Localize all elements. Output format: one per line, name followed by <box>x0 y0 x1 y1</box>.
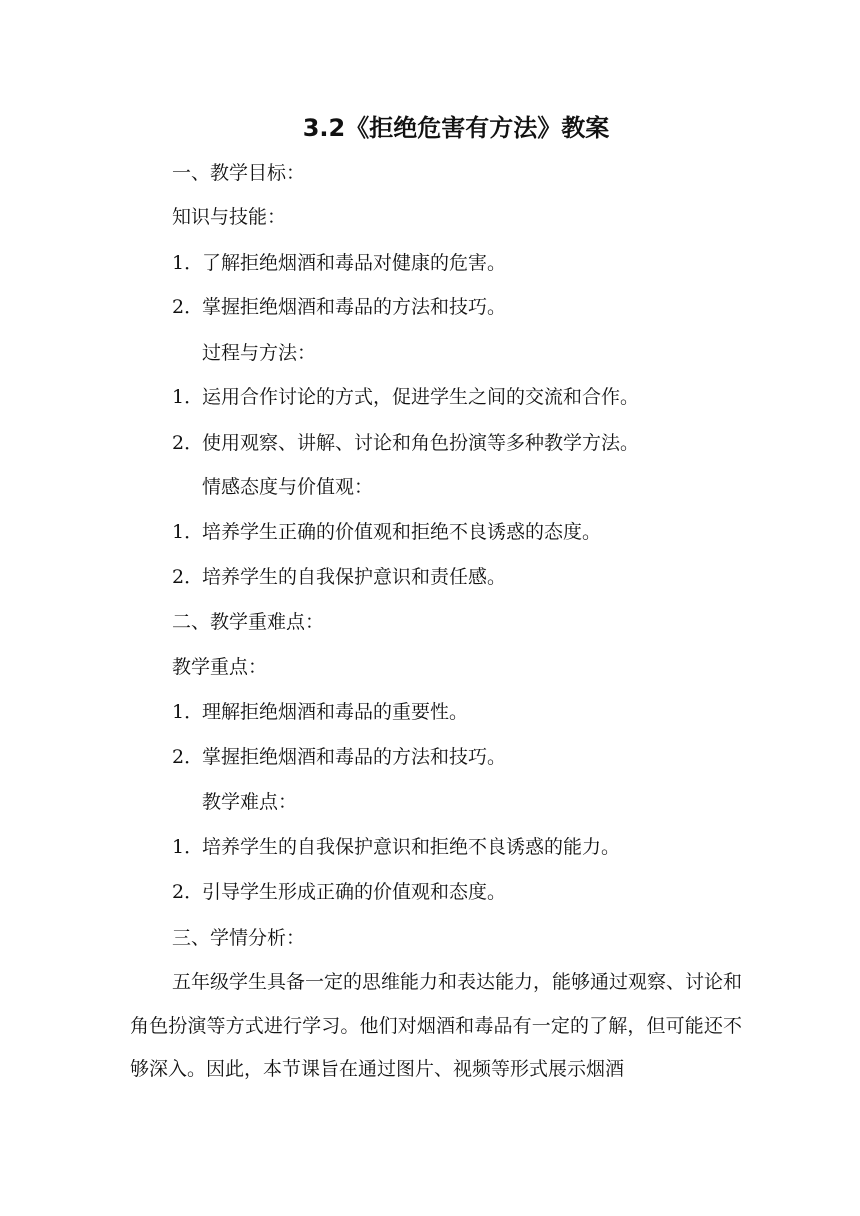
list-number: 2． <box>172 296 204 318</box>
list-text: 了解拒绝烟酒和毒品对健康的危害。 <box>202 252 507 274</box>
subheading-key-points: 教学重点： <box>172 656 268 678</box>
list-number: 1． <box>172 252 204 274</box>
list-item <box>172 743 506 771</box>
document-title: 3.2《拒绝危害有方法》教案 <box>302 114 610 142</box>
list-text: 引导学生形成正确的价值观和态度。 <box>202 881 507 903</box>
list-number: 2． <box>172 566 204 588</box>
list-text: 培养学生的自我保护意识和责任感。 <box>202 566 507 588</box>
list-number: 2． <box>172 746 204 768</box>
list-number: 1． <box>172 521 204 543</box>
list-item <box>172 518 601 546</box>
list-text: 掌握拒绝烟酒和毒品的方法和技巧。 <box>202 746 507 768</box>
list-item <box>172 698 468 726</box>
list-text: 使用观察、讲解、讨论和角色扮演等多种教学方法。 <box>202 432 640 454</box>
list-item <box>172 383 639 411</box>
list-text: 掌握拒绝烟酒和毒品的方法和技巧。 <box>202 296 507 318</box>
list-item <box>172 878 506 906</box>
list-item <box>172 249 506 277</box>
list-text: 理解拒绝烟酒和毒品的重要性。 <box>202 701 469 723</box>
list-item <box>172 293 506 321</box>
list-text: 培养学生正确的价值观和拒绝不良诱惑的态度。 <box>202 521 602 543</box>
subheading-attitude-values: 情感态度与价值观： <box>202 476 374 498</box>
list-item <box>172 429 639 457</box>
subheading-process-methods: 过程与方法： <box>202 342 317 364</box>
list-item <box>172 833 620 861</box>
paragraph-learner-analysis <box>130 961 742 1092</box>
list-number: 1． <box>172 701 204 723</box>
list-number: 2． <box>172 432 204 454</box>
list-item <box>172 563 506 591</box>
list-number: 1． <box>172 386 204 408</box>
list-text: 运用合作讨论的方式，促进学生之间的交流和合作。 <box>202 386 640 408</box>
list-number: 1． <box>172 836 204 858</box>
subheading-difficult-points: 教学难点： <box>202 791 298 813</box>
section-heading-learner-analysis: 三、学情分析： <box>172 927 306 949</box>
paragraph-text: 五年级学生具备一定的思维能力和表达能力，能够通过观察、讨论和角色扮演等方式进行学习。他们对烟酒和毒品有一定的了解，但可能还不够深入。因此，本节课旨在通过图片、视频等形式展示烟酒 <box>130 971 743 1080</box>
subheading-knowledge-skills: 知识与技能： <box>172 206 287 228</box>
list-number: 2． <box>172 881 204 903</box>
section-heading-objectives: 一、教学目标： <box>172 162 306 184</box>
list-text: 培养学生的自我保护意识和拒绝不良诱惑的能力。 <box>202 836 621 858</box>
section-heading-key-difficult: 二、教学重难点： <box>172 611 325 633</box>
